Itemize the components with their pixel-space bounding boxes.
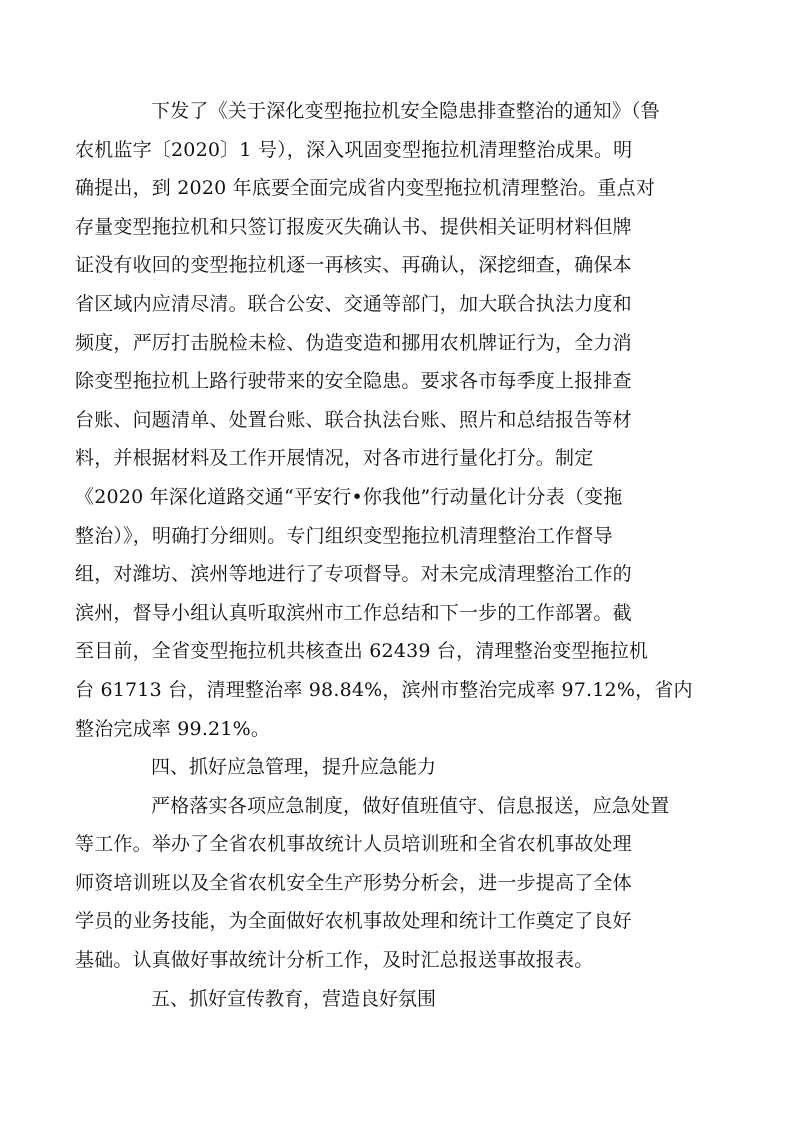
text-line: 等工作。举办了全省农机事故统计人员培训班和全省农机事故处理 [75,833,632,856]
document-body [75,92,693,1018]
text-line: 整治）》，明确打分细则。专门组织变型拖拉机清理整治工作督导 [75,524,613,547]
section-heading-emergency-management: 四、抓好应急管理，提升应急能力 [151,756,437,779]
text-line: 学员的业务技能，为全面做好农机事故处理和统计工作奠定了良好 [75,910,632,933]
text-line: 严格落实各项应急制度，做好值班值守、信息报送，应急处置 [151,794,670,817]
text-line: 师资培训班以及全省农机安全生产形势分析会，进一步提高了全体 [75,871,632,894]
text-line: 滨州，督导小组认真听取滨州市工作总结和下一步的工作部署。截 [75,601,632,624]
text-line: 下发了《关于深化变型拖拉机安全隐患排查整治的通知》（鲁 [151,100,660,122]
text-line: 确提出，到 2020 年底要全面完成省内变型拖拉机清理整治。重点对 [75,177,656,200]
paragraph-tractor-rectification [75,92,693,748]
text-line: 料，并根据材料及工作开展情况，对各市进行量化打分。制定 [75,447,594,470]
text-line: 至目前，全省变型拖拉机共核查出 62439 台，清理整治变型拖拉机 [75,640,649,663]
text-line: 存量变型拖拉机和只签订报废灭失确认书、提供相关证明材料但牌 [75,215,632,238]
text-line: 台账、问题清单、处置台账、联合执法台账、照片和总结报告等材 [75,408,632,431]
text-line: 台 61713 台，清理整治率 98.84%，滨州市整治完成率 97.12%，省内 [75,678,693,701]
text-line: 省区域内应清尽清。联合公安、交通等部门，加大联合执法力度和 [75,292,632,315]
text-line: 证没有收回的变型拖拉机逐一再核实、再确认，深挖细查，确保本 [75,254,632,277]
text-line: 农机监字〔2020〕1 号），深入巩固变型拖拉机清理整治成果。明 [75,138,633,161]
text-line: 整治完成率 99.21%。 [75,717,271,740]
paragraph-emergency-management [75,787,685,980]
section-heading-publicity-education: 五、抓好宣传教育，营造良好氛围 [151,987,437,1010]
text-line: 频度，严厉打击脱检未检、伪造变造和挪用农机牌证行为，全力消 [75,331,632,354]
text-line: 《2020 年深化道路交通“平安行•你我他”行动量化计分表（变拖 [75,485,623,508]
text-line: 组，对潍坊、滨州等地进行了专项督导。对未完成清理整治工作的 [75,563,632,586]
text-line: 基础。认真做好事故统计分析工作，及时汇总报送事故报表。 [75,949,594,972]
text-line: 除变型拖拉机上路行驶带来的安全隐患。要求各市每季度上报排查 [75,370,632,393]
